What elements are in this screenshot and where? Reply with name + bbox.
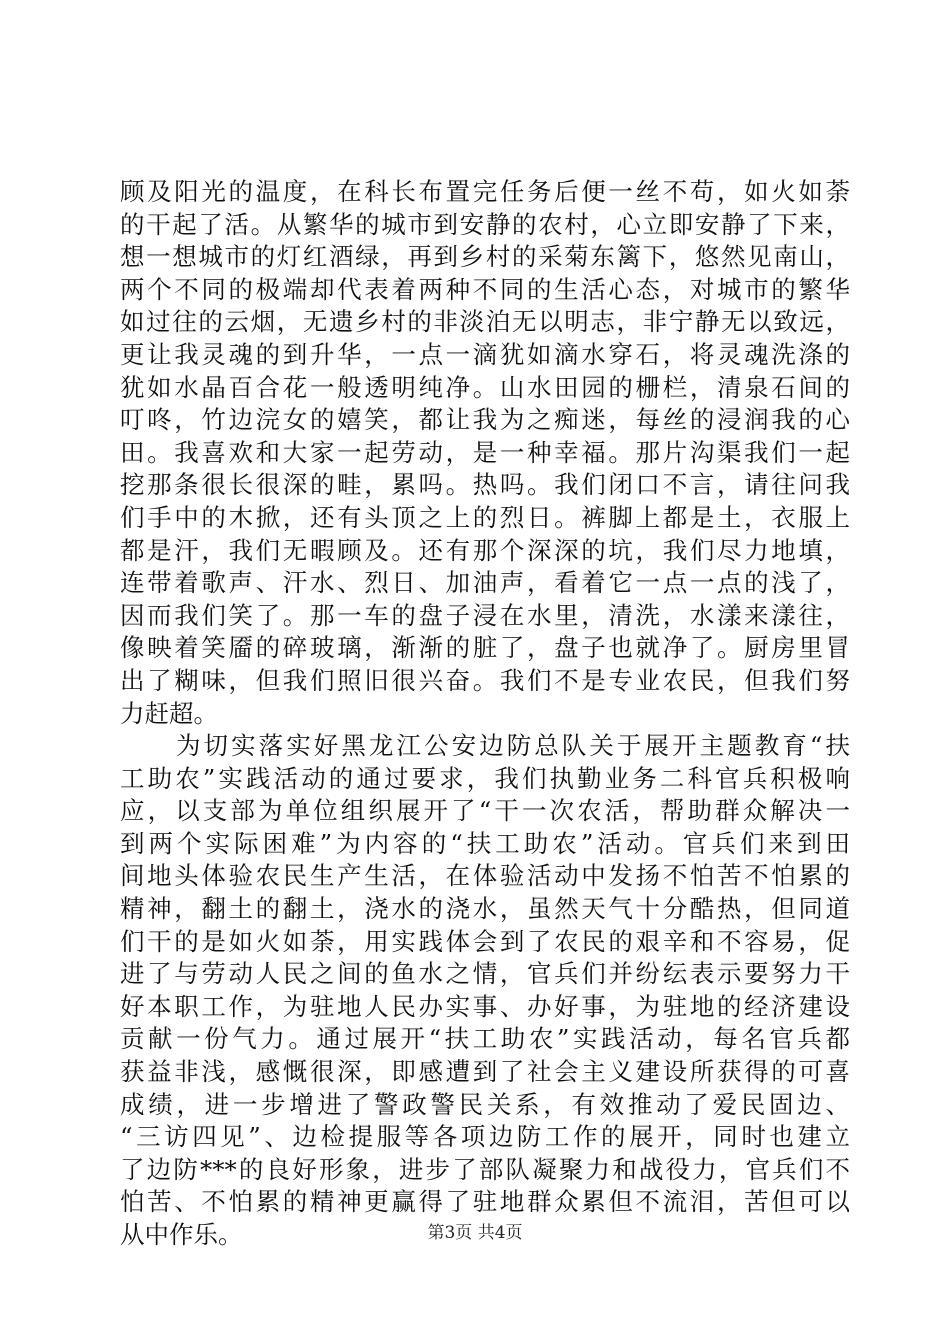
text-line: 因而我们笑了。那一车的盘子浸在水里，清洗，水漾来漾往， — [120, 600, 850, 630]
text-line: 到两个实际困难”为内容的“扶工助农”活动。官兵们来到田 — [120, 828, 850, 858]
text-line: 成绩，进一步增进了警政警民关系，有效推动了爱民固边、 — [120, 1089, 850, 1119]
text-line: 好本职工作，为驻地人民办实事、办好事，为驻地的经济建设 — [120, 991, 850, 1021]
text-line: 都是汗，我们无暇顾及。还有那个深深的坑，我们尽力地填， — [120, 535, 850, 565]
text-line: 进了与劳动人民之间的鱼水之情，官兵们并纷纭表示要努力干 — [120, 959, 850, 989]
text-line: 如过往的云烟，无遗乡村的非淡泊无以明志，非宁静无以致远， — [120, 307, 850, 337]
text-line: 了边防***的良好形象，进步了部队凝聚力和战役力，官兵们不 — [120, 1154, 850, 1184]
paragraph-2 — [120, 730, 850, 1252]
text-line: 连带着歌声、汗水、烈日、加油声，看着它一点一点的浅了， — [120, 568, 850, 598]
text-line: 顾及阳光的温度，在科长布置完任务后便一丝不苟，如火如荼 — [120, 177, 850, 206]
text-line: 们干的是如火如荼，用实践体会到了农民的艰辛和不容易，促 — [120, 926, 850, 956]
text-line: 精神，翻土的翻土，浇水的浇水，虽然天气十分酷热，但同道 — [120, 894, 850, 924]
text-line: 获益非浅，感慨很深，即感遭到了社会主义建设所获得的可喜 — [120, 1057, 850, 1087]
text-line: 为切实落实好黑龙江公安边防总队关于展开主题教育“扶 — [176, 731, 850, 761]
text-line: 叮咚，竹边浣女的嬉笑，都让我为之痴迷，每丝的浸润我的心 — [120, 405, 850, 435]
text-line: 犹如水晶百合花一般透明纯净。山水田园的栅栏，清泉石间的 — [120, 372, 850, 402]
document-body — [120, 176, 850, 1252]
text-line: 像映着笑靥的碎玻璃，渐渐的脏了，盘子也就净了。厨房里冒 — [120, 633, 850, 663]
text-line: 挖那条很长很深的畦，累吗。热吗。我们闭口不言，请往问我 — [120, 470, 850, 500]
text-line: 间地头体验农民生产生活，在体验活动中发扬不怕苦不怕累的 — [120, 861, 850, 891]
text-line: 出了糊味，但我们照旧很兴奋。我们不是专业农民，但我们努 — [120, 665, 850, 695]
page-footer — [0, 1218, 950, 1243]
text-line: 工助农”实践活动的通过要求，我们执勤业务二科官兵积极响 — [120, 763, 850, 793]
text-line: 田。我喜欢和大家一起劳动，是一种幸福。那片沟渠我们一起 — [120, 437, 850, 467]
paragraph-1 — [120, 176, 850, 730]
text-line: 贡献一份气力。通过展开“扶工助农”实践活动，每名官兵都 — [120, 1024, 850, 1054]
text-line: 从中作乐。 — [120, 1220, 243, 1249]
text-line: 应，以支部为单位组织展开了“干一次农活，帮助群众解决一 — [120, 796, 850, 826]
text-line: 怕苦、不怕累的精神更赢得了驻地群众累但不流泪，苦但可以 — [120, 1187, 850, 1217]
page-number-label: 第3页 共4页 — [427, 1223, 523, 1243]
text-line: 两个不同的极端却代表着两种不同的生活心态，对城市的繁华 — [120, 274, 850, 304]
text-line: 更让我灵魂的到升华，一点一滴犹如滴水穿石，将灵魂洗涤的 — [120, 339, 850, 369]
text-line: 们手中的木掀，还有头顶之上的烈日。裤脚上都是土，衣服上 — [120, 502, 850, 532]
text-line: “三访四见”、边检提服等各项边防工作的展开，同时也建立 — [120, 1122, 850, 1152]
text-line: 的干起了活。从繁华的城市到安静的农村，心立即安静了下来， — [120, 209, 850, 239]
text-line: 力赶超。 — [120, 698, 218, 728]
text-line: 想一想城市的灯红酒绿，再到乡村的采菊东篱下，悠然见南山， — [120, 242, 850, 272]
